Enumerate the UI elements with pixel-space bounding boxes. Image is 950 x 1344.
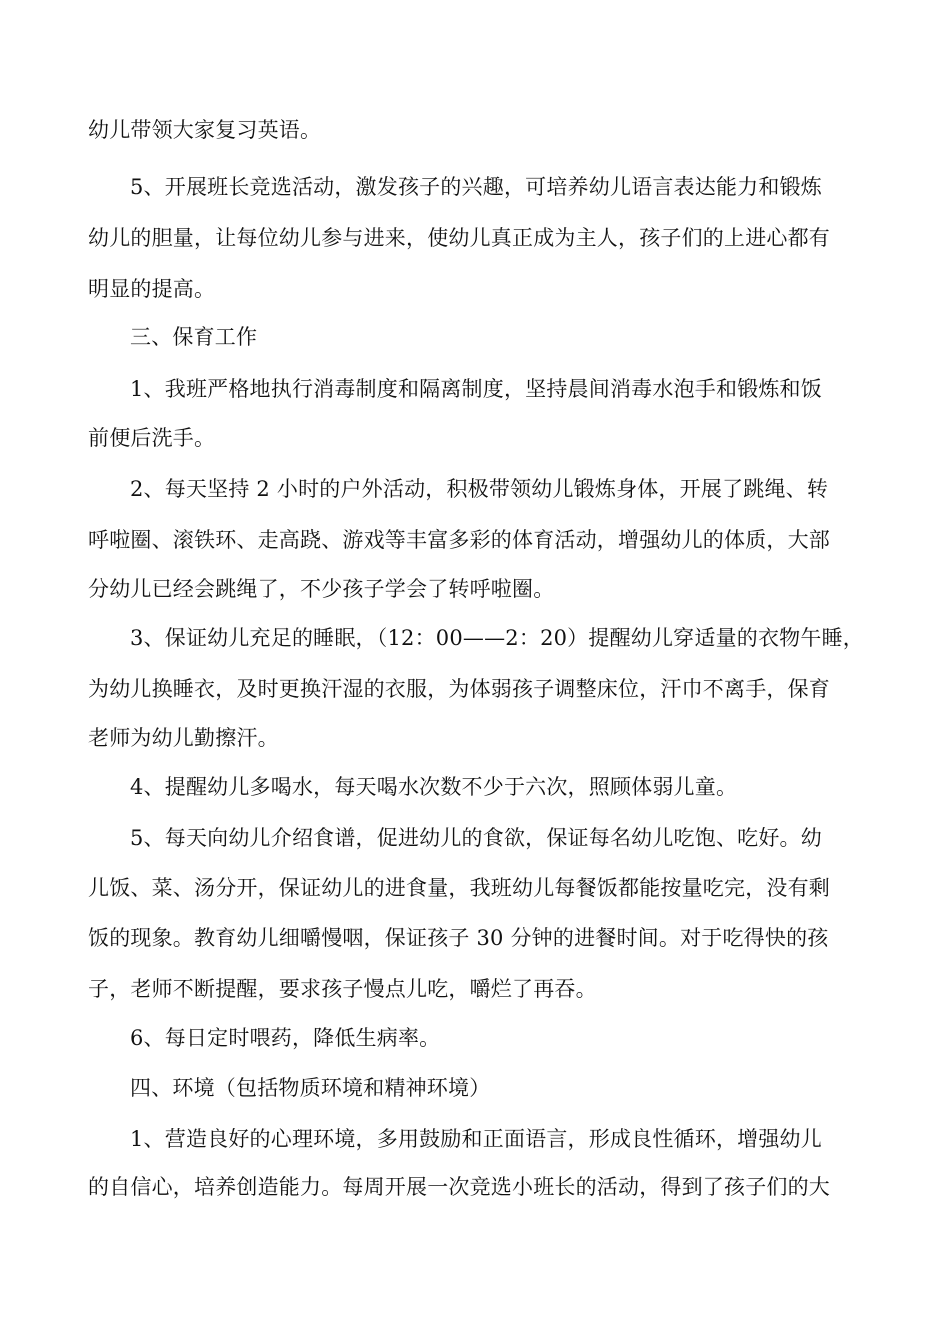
text-line: 儿饭、菜、汤分开，保证幼儿的进食量，我班幼儿每餐饭都能按量吃完，没有剩 <box>88 876 830 900</box>
text-line: 1、营造良好的心理环境，多用鼓励和正面语言，形成良性循环，增强幼儿 <box>130 1127 822 1151</box>
text-line: 4、提醒幼儿多喝水，每天喝水次数不少于六次，照顾体弱儿童。 <box>130 775 738 799</box>
text-line: 6、每日定时喂药，降低生病率。 <box>130 1026 441 1050</box>
text-line: 1、我班严格地执行消毒制度和隔离制度，坚持晨间消毒水泡手和锻炼和饭 <box>130 377 822 401</box>
text-line: 饭的现象。教育幼儿细嚼慢咽，保证孩子 30 分钟的进餐时间。对于吃得快的孩 <box>88 926 829 950</box>
text-line: 5、每天向幼儿介绍食谱，促进幼儿的食欲，保证每名幼儿吃饱、吃好。幼 <box>130 826 822 850</box>
text-line: 呼啦圈、滚铁环、走高跷、游戏等丰富多彩的体育活动，增强幼儿的体质，大部 <box>88 528 830 552</box>
text-line: 前便后洗手。 <box>88 426 216 450</box>
text-line: 幼儿的胆量，让每位幼儿参与进来，使幼儿真正成为主人，孩子们的上进心都有 <box>88 226 830 250</box>
text-line: 5、开展班长竞选活动，激发孩子的兴趣，可培养幼儿语言表达能力和锻炼 <box>130 175 822 199</box>
section-heading: 三、保育工作 <box>130 325 258 349</box>
text-line: 3、保证幼儿充足的睡眠，（12：00——2：20）提醒幼儿穿适量的衣物午睡， <box>130 626 864 650</box>
text-line: 2、每天坚持 2 小时的户外活动，积极带领幼儿锻炼身体，开展了跳绳、转 <box>130 477 829 501</box>
section-heading: 四、环境（包括物质环境和精神环境） <box>130 1076 491 1100</box>
text-line: 幼儿带领大家复习英语。 <box>88 118 322 142</box>
text-line: 明显的提高。 <box>88 277 216 301</box>
text-line: 老师为幼儿勤擦汗。 <box>88 726 279 750</box>
text-line: 为幼儿换睡衣，及时更换汗湿的衣服，为体弱孩子调整床位，汗巾不离手，保育 <box>88 677 830 701</box>
text-line: 子，老师不断提醒，要求孩子慢点儿吃，嚼烂了再吞。 <box>88 977 597 1001</box>
text-line: 的自信心，培养创造能力。每周开展一次竞选小班长的活动，得到了孩子们的大 <box>88 1175 830 1199</box>
text-line: 分幼儿已经会跳绳了，不少孩子学会了转呼啦圈。 <box>88 577 555 601</box>
